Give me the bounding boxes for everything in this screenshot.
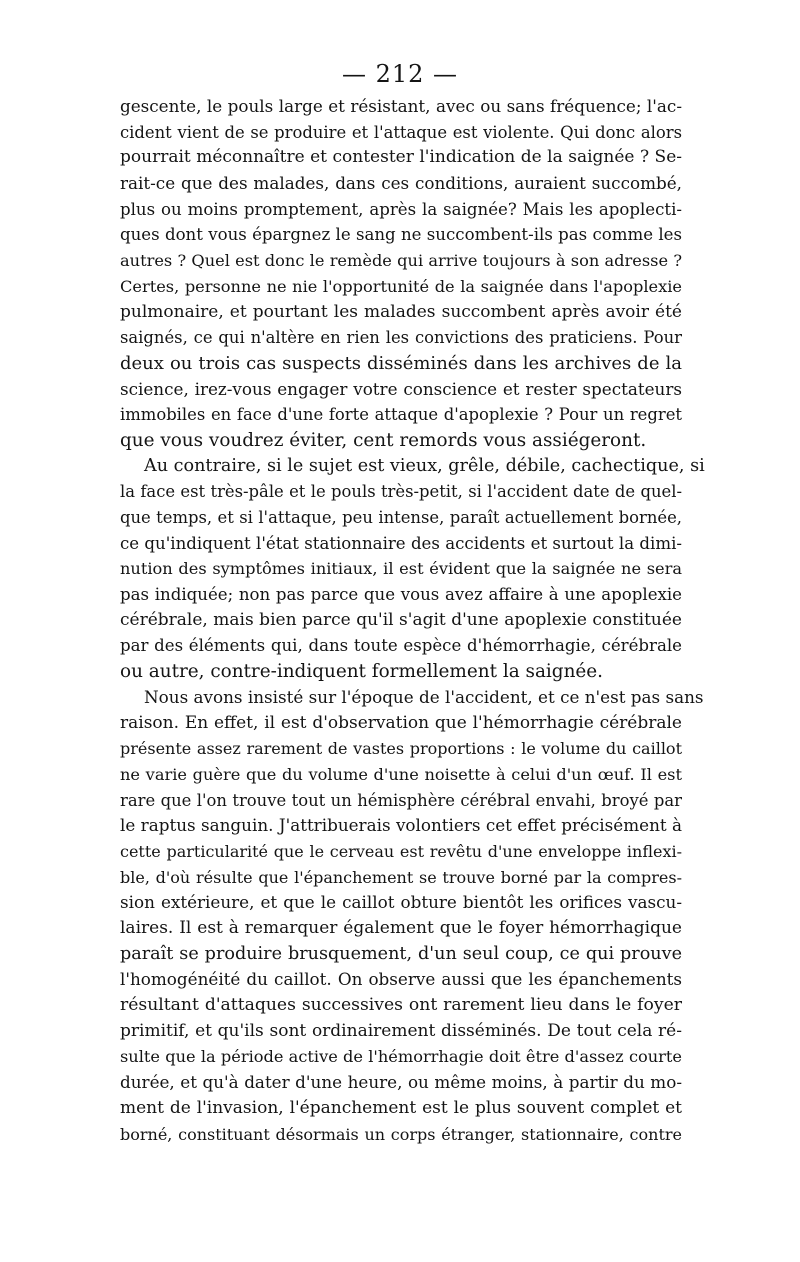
text-line: gescente, le pouls large et résistant, avec ou sans fréquence; l'ac-	[120, 96, 682, 116]
text-line: présente assez rarement de vastes proportions : le volume du caillot	[120, 739, 682, 759]
text-line: rait-ce que des malades, dans ces conditions, auraient succombé,	[120, 173, 682, 194]
text-line: résultant d'attaques successives ont rarement lieu dans le foyer	[120, 995, 682, 1016]
text-line: ment de l'invasion, l'épanchement est le plus souvent complet et	[120, 1097, 682, 1118]
text-line: l'homogénéité du caillot. On observe aussi que les épanchements	[120, 969, 682, 990]
text-line: Au contraire, si le sujet est vieux, grêle, débile, cachectique, si	[144, 455, 705, 476]
text-line: le raptus sanguin. J'attribuerais volontiers cet effet précisément à	[120, 815, 682, 836]
text-line: pas indiquée; non pas parce que vous avez affaire à une apoplexie	[120, 585, 682, 605]
text-line: ble, d'où résulte que l'épanchement se trouve borné par la compres-	[120, 867, 682, 887]
text-line: deux ou trois cas suspects disséminés dans les archives de la	[120, 352, 682, 374]
text-line: ne varie guère que du volume d'une noisette à celui d'un œuf. Il est	[120, 764, 682, 784]
body-text	[120, 94, 705, 1147]
text-line: que vous voudrez éviter, cent remords vous assiégeront.	[120, 429, 647, 451]
text-line: ques dont vous épargnez le sang ne succombent-ils pas comme les	[120, 225, 682, 245]
text-line: science, irez-vous engager votre conscience et rester spectateurs	[120, 378, 682, 399]
text-line: sulte que la période active de l'hémorrhagie doit être d'assez courte	[120, 1047, 682, 1067]
text-line: saignés, ce qui n'altère en rien les convictions des praticiens. Pour	[120, 328, 682, 348]
text-line: rare que l'on trouve tout un hémisphère cérébral envahi, broyé par	[120, 790, 682, 810]
text-line: immobiles en face d'une forte attaque d'apoplexie ? Pour un regret	[120, 405, 682, 425]
text-line: ou autre, contre-indiquent formellement la saignée.	[120, 661, 604, 683]
page-number: — 212 —	[341, 60, 459, 88]
text-line: laires. Il est à remarquer également que le foyer hémorrhagique	[120, 918, 682, 938]
text-line: Certes, personne ne nie l'opportunité de la saignée dans l'apoplexie	[120, 276, 682, 296]
text-line: que temps, et si l'attaque, peu intense, paraît actuellement bornée,	[120, 508, 682, 527]
text-line: par des éléments qui, dans toute espèce d'hémorrhagie, cérébrale	[120, 636, 682, 656]
text-line: la face est très-pâle et le pouls très-petit, si l'accident date de quel-	[120, 482, 682, 502]
paragraph	[120, 454, 705, 685]
text-line: autres ? Quel est donc le remède qui arrive toujours à son adresse ?	[120, 251, 682, 271]
text-line: durée, et qu'à dater d'une heure, ou même moins, à partir du mo-	[120, 1072, 682, 1093]
text-line: cette particularité que le cerveau est revêtu d'une enveloppe inflexi-	[120, 841, 682, 861]
text-line: pourrait méconnaître et contester l'indication de la saignée ? Se-	[120, 147, 682, 168]
text-line: nution des symptômes initiaux, il est évident que la saignée ne sera	[120, 559, 682, 579]
text-line: Nous avons insisté sur l'époque de l'accident, et ce n'est pas sans	[144, 686, 704, 707]
paragraph	[120, 94, 682, 454]
text-line: borné, constituant désormais un corps étranger, stationnaire, contre	[120, 1124, 682, 1144]
text-line: sion extérieure, et que le caillot obture bientôt les orifices vascu-	[120, 892, 682, 913]
text-line: primitif, et qu'ils sont ordinairement disséminés. De tout cela ré-	[120, 1020, 682, 1041]
text-line: cident vient de se produire et l'attaque est violente. Qui donc alors	[120, 122, 682, 142]
text-line: pulmonaire, et pourtant les malades succombent après avoir été	[120, 301, 682, 322]
text-line: ce qu'indiquent l'état stationnaire des accidents et surtout la dimi-	[120, 533, 682, 553]
text-line: cérébrale, mais bien parce qu'il s'agit d'une apoplexie constituée	[120, 609, 682, 630]
text-line: paraît se produire brusquement, d'un seul coup, ce qui prouve	[120, 943, 682, 964]
paragraph	[120, 685, 704, 1147]
text-line: plus ou moins promptement, après la saignée? Mais les apoplecti-	[120, 199, 682, 219]
text-line: raison. En effet, il est d'observation que l'hémorrhagie cérébrale	[120, 712, 682, 733]
